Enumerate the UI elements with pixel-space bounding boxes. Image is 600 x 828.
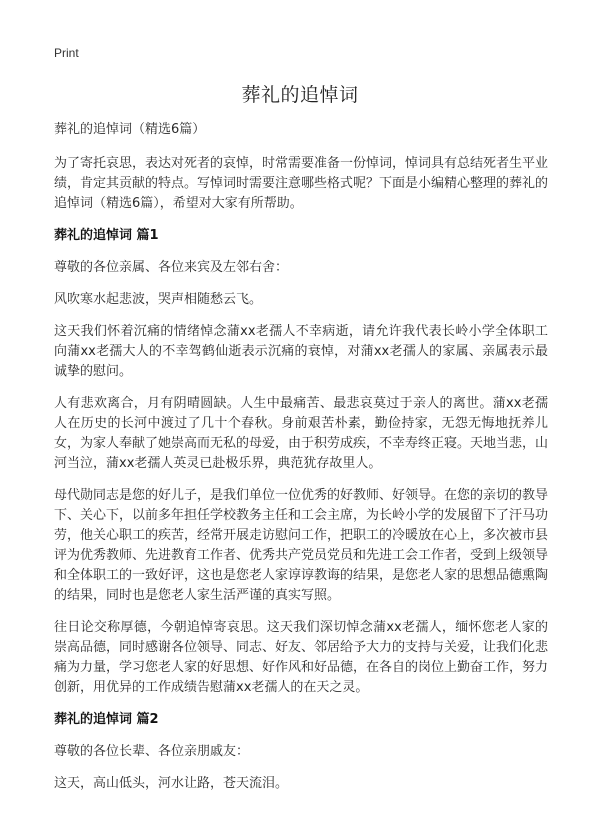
section-2-salutation: 尊敬的各位长辈、各位亲朋戚友： [54,744,250,759]
document-body [54,120,548,806]
print-link[interactable]: Print [54,46,79,60]
section-1-paragraph: 风吹寒水起悲波，哭声相随愁云飞。 [54,292,263,307]
document-title: 葬礼的追悼词 [241,84,359,106]
section-1-paragraph: 母代勋同志是您的好儿子，是我们单位一位优秀的好教师、好领导。在您的亲切的教导下、关心下，以前多年担任学校教务主任和工会主席，为长岭小学的发展留下了汗马功劳，他关心职工的疾苦，经常开展走访慰问工作，把职工的冷暖放在心上，多次被市县评为优秀教师、先进教育工作者、优秀共产党员党员和先进工会工作者，受到上级领导和全体职工的一致好评，这也是您老人家谆谆教诲的结果，是您老人家的思想品德熏陶的结果，同时也是您老人家生活严谨的真实写照。 [54,488,549,603]
section-1-salutation: 尊敬的各位亲属、各位来宾及左邻右舍： [54,260,289,275]
section-1-paragraph: 往日论交称厚德，今朝追悼寄哀思。这天我们深切悼念蒲xx老孺人，缅怀您老人家的崇高品德，同时感谢各位领导、同志、好友、邻居给予大力的支持与关爱，让我们化悲痛为力量，学习您老人家的好思想、好作风和好品德，在各自的岗位上勤奋工作，努力创新，用优异的工作成绩告慰蒲xx老孺人的在天之灵。 [54,620,549,695]
document-subtitle: 葬礼的追悼词（精选6篇） [54,122,206,137]
section-2-heading: 葬礼的追悼词 篇2 [54,712,159,727]
section-1-paragraph: 人有悲欢离合，月有阴晴圆缺。人生中最痛苦、最悲哀莫过于亲人的离世。蒲xx老孺人在历史的长河中渡过了几十个春秋。身前艰苦朴素，勤俭持家，无怨无悔地抚养儿女，为家人奉献了她崇高而无私的母爱，由于积劳成疾，不幸寿终正寝。天地当悲，山河当泣，蒲xx老孺人英灵已赴极乐界，典范犹存故里人。 [54,396,549,471]
section-2-paragraph: 这天，高山低头，河水让路，苍天流泪。 [54,776,289,791]
intro-paragraph: 为了寄托哀思，表达对死者的哀悼，时常需要准备一份悼词，悼词具有总结死者生平业绩，肯定其贡献的特点。写悼词时需要注意哪些格式呢？下面是小编精心整理的葬礼的追悼词（精选6篇），希望对大家有所帮助。 [54,156,549,211]
section-1-heading: 葬礼的追悼词 篇1 [54,228,159,243]
section-1-paragraph: 这天我们怀着沉痛的情绪悼念蒲xx老孺人不幸病逝，请允许我代表长岭小学全体职工向蒲xx老孺大人的不幸驾鹤仙逝表示沉痛的衰悼，对蒲xx老孺人的家属、亲属表示最诚挚的慰问。 [54,324,548,379]
